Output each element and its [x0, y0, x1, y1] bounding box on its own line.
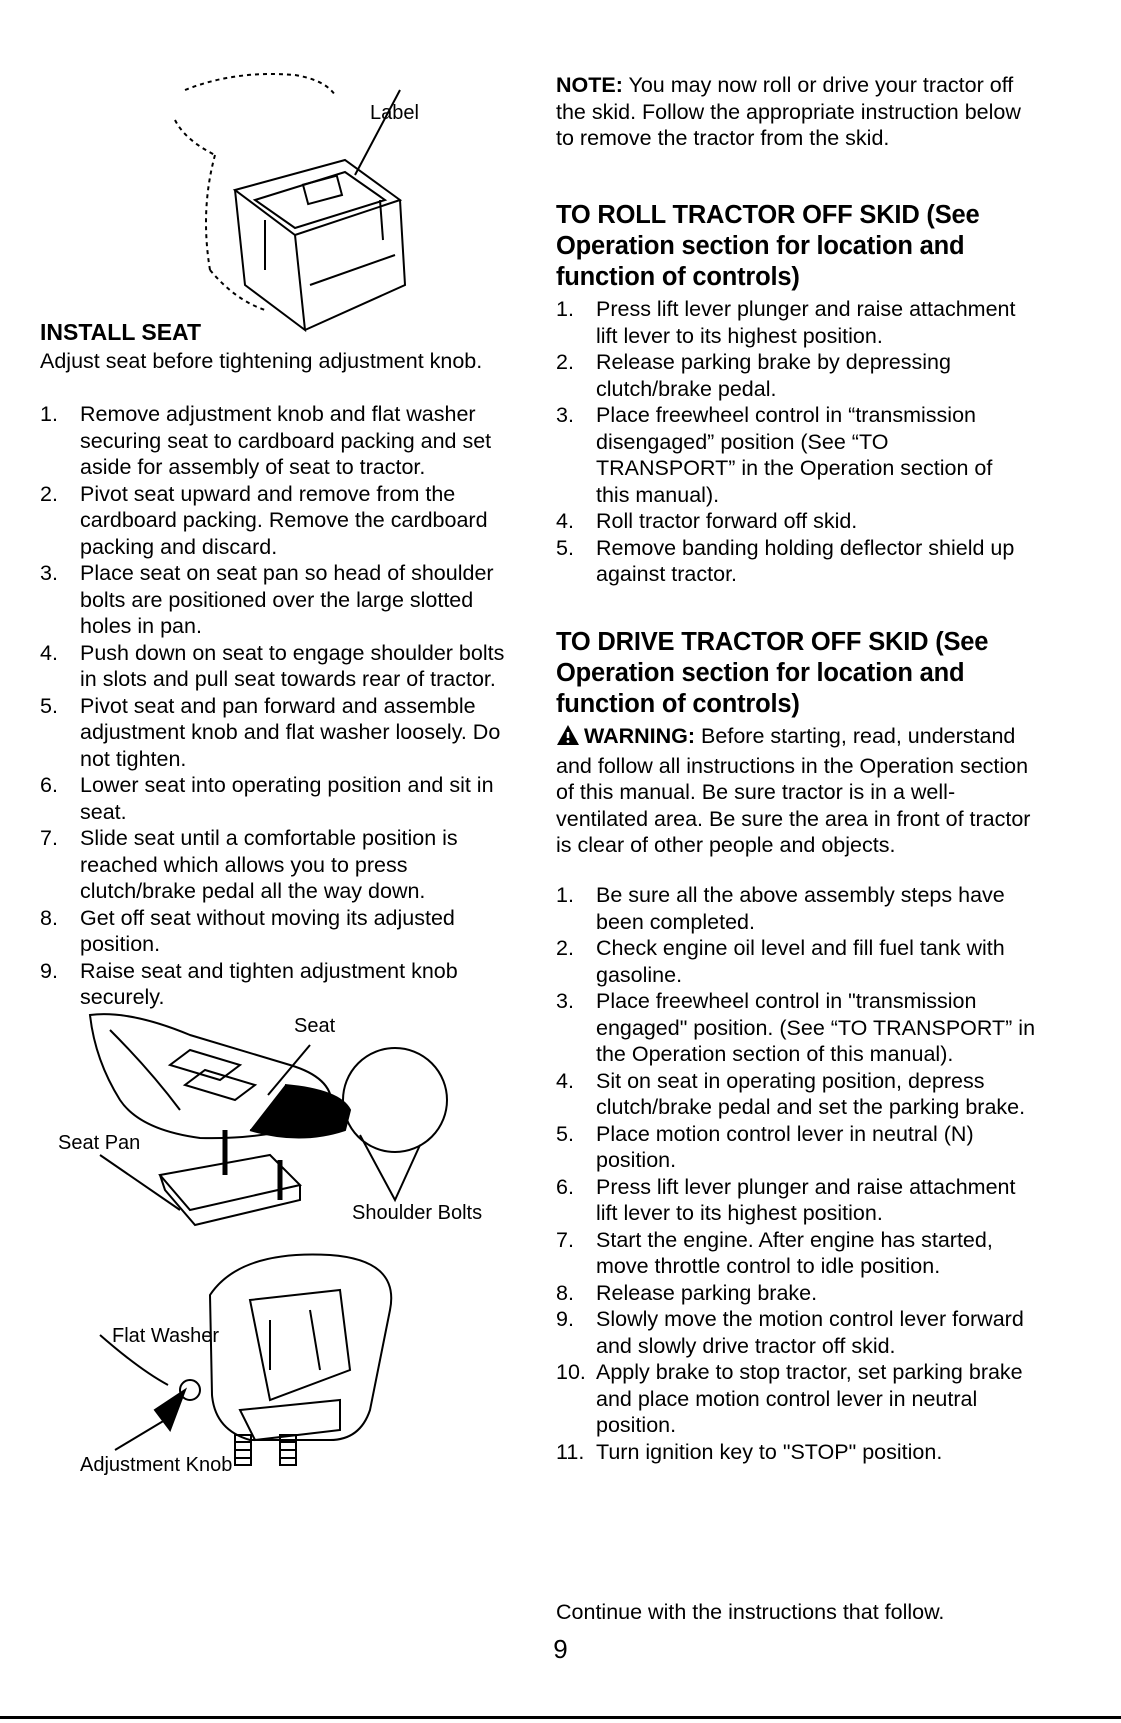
install-seat-heading: INSTALL SEAT	[40, 319, 201, 345]
note-paragraph	[556, 72, 1026, 152]
list-item	[556, 935, 1036, 988]
step-number: 8.	[40, 905, 58, 930]
step-text: Push down on seat to engage shoulder bolts in slots and pull seat towards rear of tractor.	[80, 640, 505, 691]
list-item	[556, 882, 1036, 935]
step-text: Place seat on seat pan so head of shoulder bolts are positioned over the large slotted holes in pan.	[80, 561, 494, 638]
list-item	[40, 481, 510, 561]
step-text: Remove banding holding deflector shield up against tractor.	[596, 535, 1015, 586]
list-item	[40, 958, 510, 1011]
battery-illustration	[155, 60, 475, 340]
bottom-rule	[0, 1716, 1121, 1719]
step-text: Place freewheel control in “transmission disengaged” position (See “TO TRANSPORT” in the Operation section of this manual).	[596, 403, 993, 507]
step-text: Slowly move the motion control lever forward and slowly drive tractor off skid.	[596, 1307, 1024, 1358]
label-callout: Label	[370, 102, 419, 124]
step-number: 5.	[556, 535, 574, 560]
note-text: You may now roll or drive your tractor off the skid. Follow the appropriate instruction below to remove the tractor from the skid.	[556, 73, 1021, 150]
list-item	[556, 508, 1026, 535]
list-item	[556, 402, 1026, 508]
list-item	[40, 693, 510, 773]
step-text: Place freewheel control in "transmission engaged" position. (See “TO TRANSPORT” in the Operation section of this manual).	[596, 989, 1036, 1066]
step-number: 3.	[556, 403, 574, 427]
step-number: 9.	[556, 1307, 574, 1331]
step-text: Release parking brake by depressing clutch/brake pedal.	[596, 350, 951, 401]
shoulder-bolts-callout: Shoulder Bolts	[352, 1202, 483, 1224]
install-seat-intro: Adjust seat before tightening adjustment knob.	[40, 349, 483, 373]
step-text: Get off seat without moving its adjusted position.	[80, 905, 455, 956]
list-item	[556, 1439, 1036, 1466]
step-text: Slide seat until a comfortable position is reached which allows you to press clutch/brake pedal all the way down.	[80, 826, 458, 903]
adjustment-knob-callout: Adjustment Knob	[80, 1454, 233, 1476]
warning-text: Before starting, read, understand and follow all instructions in the Operation section of this manual. Be sure tractor is in a well-ventilated area. Be sure the area in front of tractor is clear of other people and objects.	[556, 724, 1031, 857]
step-number: 4.	[556, 509, 574, 533]
seat-callout: Seat	[294, 1015, 336, 1037]
list-item	[40, 825, 510, 905]
step-text: Pivot seat upward and remove from the cardboard packing. Remove the cardboard packing and discard.	[80, 481, 488, 559]
list-item	[556, 1068, 1036, 1121]
step-text: Turn ignition key to "STOP" position.	[596, 1439, 943, 1464]
step-number: 6.	[40, 773, 58, 797]
list-item	[556, 1359, 1036, 1439]
flat-washer-callout: Flat Washer	[112, 1325, 220, 1347]
step-text: Start the engine. After engine has started, move throttle control to idle position.	[596, 1227, 993, 1278]
closing-line: Continue with the instructions that follow.	[556, 1600, 945, 1624]
step-text: Apply brake to stop tractor, set parking brake and place motion control lever in neutral position.	[596, 1360, 1023, 1437]
list-item	[556, 988, 1036, 1068]
step-text: Place motion control lever in neutral (N) position.	[596, 1121, 974, 1172]
step-text: Press lift lever plunger and raise attachment lift lever to its highest position.	[596, 297, 1016, 348]
step-text: Be sure all the above assembly steps have been completed.	[596, 883, 1005, 934]
step-number: 3.	[40, 561, 58, 585]
install-seat-steps	[40, 401, 510, 1011]
step-number: 4.	[40, 640, 58, 665]
list-item	[556, 535, 1026, 588]
step-number: 3.	[556, 989, 574, 1013]
battery-drawing	[155, 60, 475, 340]
list-item	[556, 296, 1026, 349]
step-text: Raise seat and tighten adjustment knob securely.	[80, 958, 458, 1009]
drive-section-heading: TO DRIVE TRACTOR OFF SKID (See Operation section for location and function of controls)	[556, 628, 989, 718]
drive-section-steps	[556, 882, 1036, 1465]
list-item	[40, 772, 510, 825]
note-label: NOTE:	[556, 73, 623, 97]
step-number: 1.	[40, 402, 58, 426]
list-item	[556, 1227, 1036, 1280]
step-text: Check engine oil level and fill fuel tank with gasoline.	[596, 936, 1005, 987]
step-number: 2.	[556, 936, 574, 960]
page-number: 9	[553, 1634, 568, 1664]
seat-assembly-illustration	[40, 1010, 530, 1480]
seat-assembly-drawing	[40, 1010, 530, 1480]
list-item	[556, 349, 1026, 402]
step-text: Roll tractor forward off skid.	[596, 509, 858, 533]
step-number: 8.	[556, 1280, 574, 1305]
list-item	[40, 560, 510, 640]
step-number: 5.	[556, 1121, 574, 1146]
warning-label: WARNING:	[584, 724, 696, 748]
step-number: 4.	[556, 1068, 574, 1093]
list-item	[40, 905, 510, 958]
list-item	[40, 640, 510, 693]
warning-triangle-icon	[556, 724, 580, 753]
list-item	[556, 1121, 1036, 1174]
warning-paragraph	[556, 723, 1036, 859]
step-text: Remove adjustment knob and flat washer securing seat to cardboard packing and set aside for assembly of seat to tractor.	[80, 402, 492, 479]
list-item	[40, 401, 510, 481]
step-number: 2.	[556, 350, 574, 374]
step-text: Sit on seat in operating position, depress clutch/brake pedal and set the parking brake.	[596, 1068, 1026, 1119]
step-number: 11.	[556, 1439, 585, 1464]
roll-section-heading: TO ROLL TRACTOR OFF SKID (See Operation section for location and function of controls)	[556, 201, 980, 291]
seat-pan-callout: Seat Pan	[58, 1132, 141, 1154]
step-number: 1.	[556, 883, 574, 907]
roll-section-steps	[556, 296, 1026, 588]
step-number: 1.	[556, 297, 574, 321]
step-number: 10.	[556, 1360, 586, 1384]
step-number: 2.	[40, 481, 58, 506]
step-text: Pivot seat and pan forward and assemble adjustment knob and flat washer loosely. Do not tighten.	[80, 693, 501, 771]
step-number: 7.	[556, 1227, 574, 1252]
step-number: 6.	[556, 1174, 574, 1199]
step-text: Press lift lever plunger and raise attachment lift lever to its highest position.	[596, 1174, 1016, 1225]
step-text: Release parking brake.	[596, 1280, 818, 1305]
step-number: 5.	[40, 693, 58, 718]
list-item	[556, 1280, 1036, 1307]
step-number: 7.	[40, 826, 58, 850]
step-number: 9.	[40, 958, 58, 983]
list-item	[556, 1174, 1036, 1227]
list-item	[556, 1306, 1036, 1359]
step-text: Lower seat into operating position and sit in seat.	[80, 773, 494, 824]
